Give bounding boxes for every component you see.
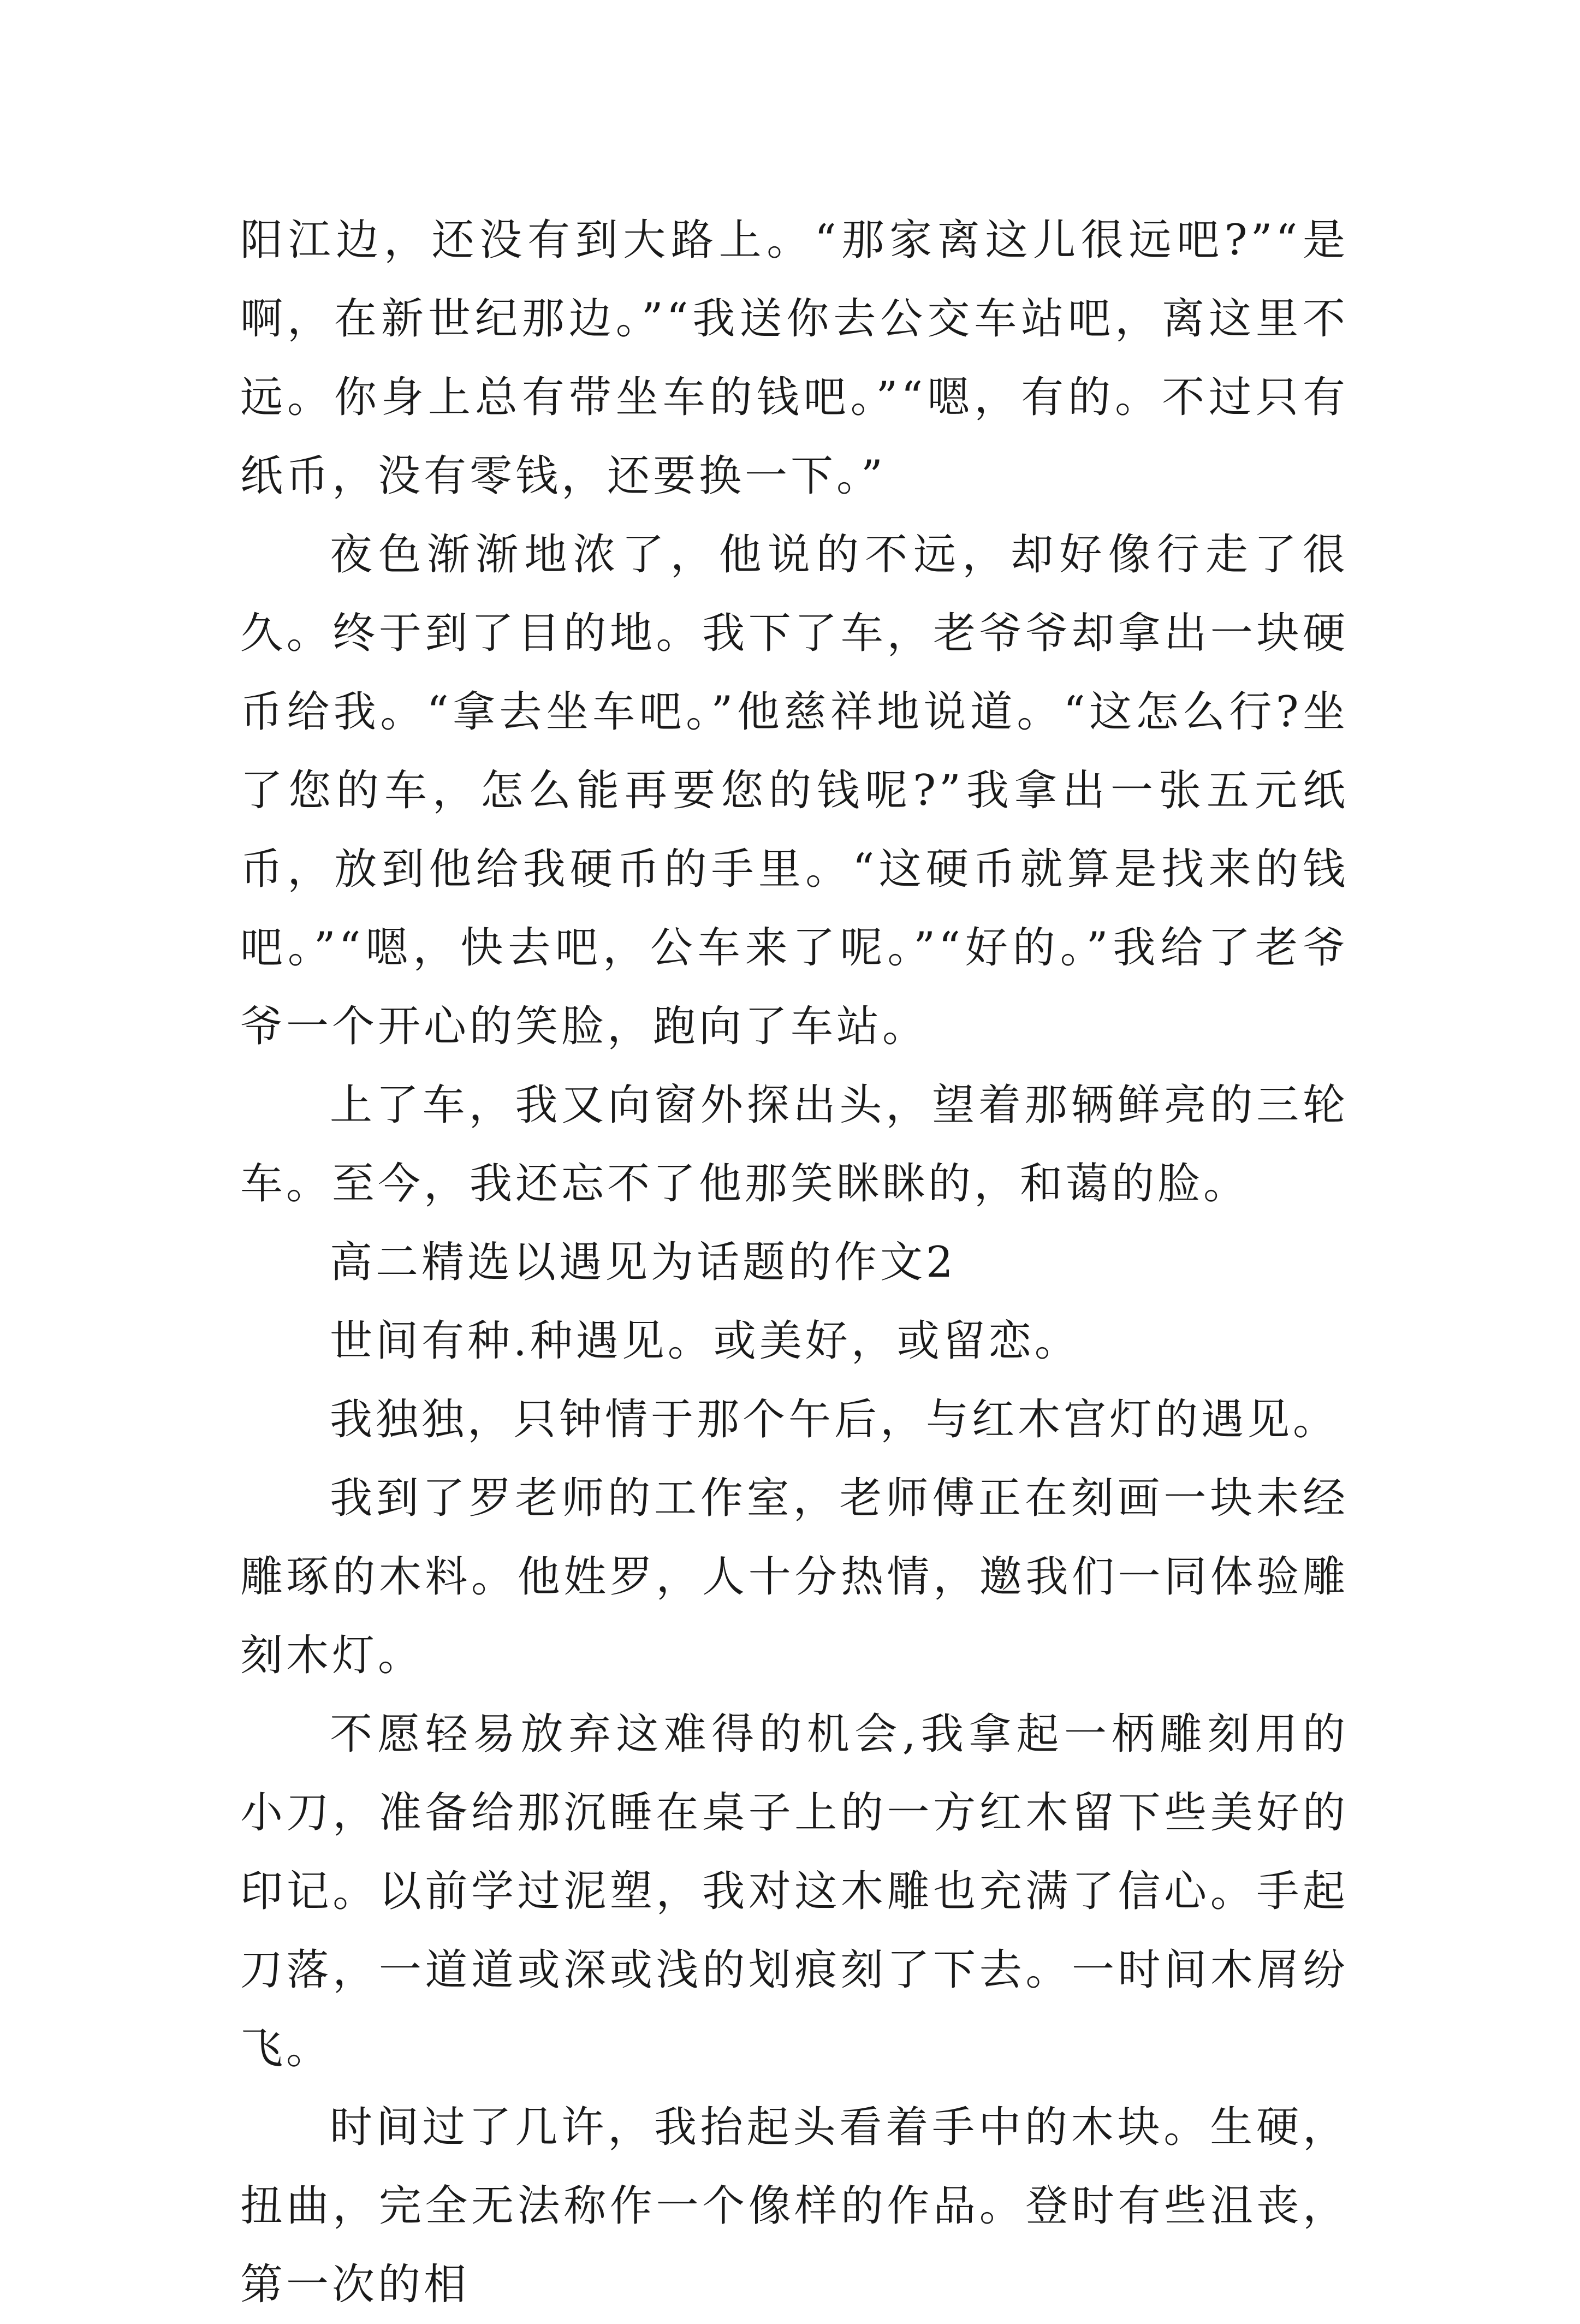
- paragraph-3: 上了车，我又向窗外探出头，望着那辆鲜亮的三轮车。至今，我还忘不了他那笑眯眯的，和蔼的脸。: [240, 1081, 1349, 1208]
- paragraph-9: 时间过了几许，我抬起头看着手中的木块。生硬，扭曲，完全无法称作一个像样的作品。登时有些沮丧，第一次的相: [240, 2103, 1349, 2309]
- paragraph-6: 我独独，只钟情于那个午后，与红木宫灯的遇见。: [330, 1395, 1339, 1444]
- document-body: [240, 201, 1349, 2324]
- paragraph-2: 夜色渐渐地浓了，他说的不远，却好像行走了很久。终于到了目的地。我下了车，老爷爷却拿出一块硬币给我。“拿去坐车吧。”他慈祥地说道。“这怎么行?坐了您的车，怎么能再要您的钱呢?”我拿出一张五元纸币，放到他给我硬币的手里。“这硬币就算是找来的钱吧。”“嗯，快去吧，公车来了呢。”“好的。”我给了老爷爷一个开心的笑脸，跑向了车站。: [240, 530, 1349, 1051]
- paragraph-8: 不愿轻易放弃这难得的机会,我拿起一柄雕刻用的小刀，准备给那沉睡在桌子上的一方红木留下些美好的印记。以前学过泥塑，我对这木雕也充满了信心。手起刀落，一道道或深或浅的划痕刻了下去。一时间木屑纷飞。: [240, 1710, 1349, 2073]
- section-heading: 高二精选以遇见为话题的作文2: [330, 1238, 957, 1287]
- paragraph-5: 世间有种.种遇见。或美好，或留恋。: [330, 1317, 1080, 1366]
- paragraph-1: 阳江边，还没有到大路上。“那家离这儿很远吧?”“是啊，在新世纪那边。”“我送你去公交车站吧，离这里不远。你身上总有带坐车的钱吧。”“嗯，有的。不过只有纸币，没有零钱，还要换一下。”: [240, 216, 1349, 501]
- paragraph-7: 我到了罗老师的工作室，老师傅正在刻画一块未经雕琢的木料。他姓罗，人十分热情，邀我们一同体验雕刻木灯。: [240, 1474, 1349, 1680]
